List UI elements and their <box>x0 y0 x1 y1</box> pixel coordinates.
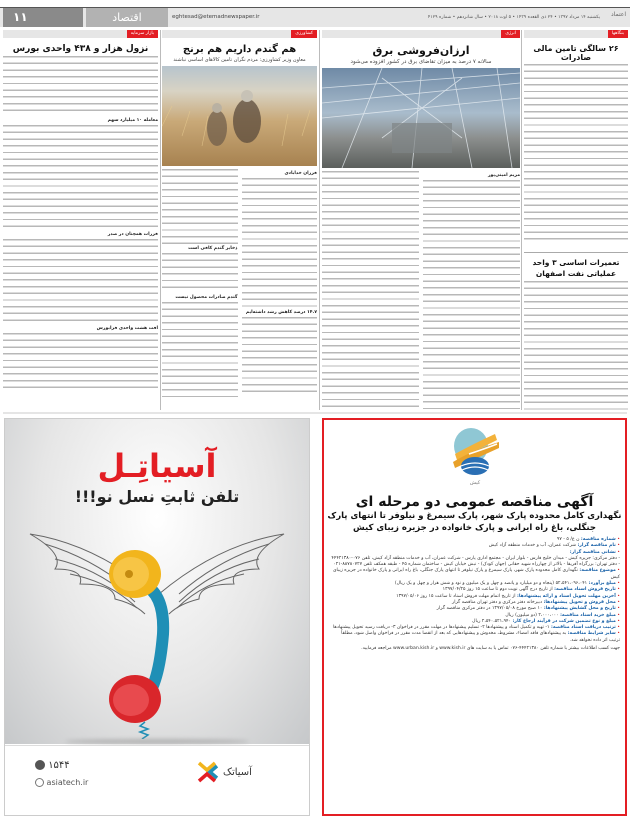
section-label: بازار سرمایه <box>127 30 158 38</box>
section-bar-energy <box>322 30 520 38</box>
power-lines-graphic <box>322 68 520 168</box>
headline-bourse: نزول هزار و ۴۳۸ واحدی بورس <box>12 44 149 54</box>
tender-item: • ترتیب دریافت اسناد مناقصه: ۱- تهیه و تکمیل اسناد و پیشنهادها ۲- تسلیم پیشنهادها در مهلت مقرر در فراخوان ۳- دریافت رسید تحویل پیشنهادها <box>333 625 620 631</box>
capital-market-column <box>3 42 158 410</box>
phone-icon <box>35 760 45 770</box>
headline-bank: ۲۶ سالگی تامین مالی صادرات <box>533 44 619 62</box>
newspaper-logo: اعتماد <box>610 11 626 18</box>
article-bourse-body <box>3 56 158 116</box>
article-isfahan-body <box>524 281 628 410</box>
agriculture-column <box>162 42 317 410</box>
energy-column <box>322 42 520 410</box>
article-bourse-body-2 <box>3 125 158 230</box>
article-power-body-left <box>322 171 419 410</box>
tender-item: • نام مناقصه گزار: شرکت عمران، آب و خدمات منطقه آزاد کیش <box>488 543 620 549</box>
headline-wheat: هم گندم داریم هم برنج <box>182 44 297 55</box>
subhead-wheat-1: ذخایر گندم کافی است <box>188 246 238 251</box>
column-divider <box>160 30 161 410</box>
tender-item: • شماره مناقصه: ن ع/ ۵ - ۹۷ <box>556 537 620 542</box>
section-email[interactable]: eghtesad@etemadnewspaper.ir <box>172 14 260 20</box>
subheadline-power: سالانه ۷ درصد به میزان تقاضای برق در کشور افزوده می‌شود <box>350 59 492 65</box>
kish-logo <box>324 424 625 492</box>
tender-subtitle: نگهداری کامل محدوده پارک شهر، پارک سیمرغ و نیلوفر تا انتهای پارک جنگلی، باغ راه ایرانی و پارک خانواده در جزیره زیبای کیش <box>327 511 622 533</box>
section-bar-agriculture <box>162 30 317 38</box>
tender-item: • سایر شرایط مناقصه: به پیشنهادهای فاقد امضاء، مشروط، مخدوش و پیشنهادهایی که بعد از انقضا مدت مقرر در فراخوان واصل شود، مطلقاً ترتیب اثر داده نخواهد شد. <box>341 631 620 643</box>
ad-website[interactable]: asiatech.ir <box>46 778 89 787</box>
asiatech-advertisement <box>4 418 310 816</box>
globe-icon <box>35 778 44 787</box>
asiatel-brand: آسیاتِـل <box>97 447 217 485</box>
column-divider <box>521 30 522 410</box>
section-bar-capital-market <box>3 30 158 38</box>
tender-item: • موضوع مناقصه: نگهداری کامل محدوده پارک شهر، پارک سیمرغ و پارک نیلوفر تا انتهای پارک جنگلی، باغ راه ایرانی و پارک خانواده در جزیره زیبای کیش <box>332 568 620 580</box>
page-header <box>0 7 630 27</box>
subhead-wheat-2: گندم صادرات محصول نیست <box>175 295 238 300</box>
article-wheat-body-left-2 <box>162 253 238 293</box>
ad-phone-number[interactable]: ۱۵۴۴ <box>48 760 70 771</box>
wheat-field-photo <box>162 66 317 166</box>
section-bar-business <box>524 30 628 38</box>
kish-wave-logo-icon <box>447 424 503 488</box>
page-number: ۱۱ <box>3 8 83 27</box>
subhead-bourse-1: معامله ۱۰ میلیارد سهم <box>107 118 158 123</box>
article-bourse-body-3 <box>3 239 158 324</box>
tender-item: • نشانی مناقصه گزار: <box>569 549 620 555</box>
power-station-photo <box>322 68 520 168</box>
tender-item: - دفتر تهران: بزرگراه آفریقا - بالاتر از چهارراه شهید حقانی (جهان کودک) - نبش خیابان کیش - ساختمان شماره ۴۵ - طبقه همکف تلفن ۸۸۷۸۰۷۲۷-۰۲۱ <box>333 562 620 568</box>
headline-power: ارزان‌فروشی برق <box>372 44 470 57</box>
section-label: بنگاهها <box>608 30 628 38</box>
article-wheat-body-left <box>162 169 238 244</box>
section-name: اقتصاد <box>86 8 168 27</box>
article-wheat-body-left-3 <box>162 302 238 402</box>
ad-separator <box>3 412 627 414</box>
subhead-bourse-2: فزرات همچنان در صدر <box>107 232 158 237</box>
tender-item: • تاریخ فروش اسناد مناقصه: از تاریخ درج آگهی نوبت دوم تا ساعت ۱۵ روز ۱۳۹۷/۰۴/۲۵ <box>442 587 620 593</box>
article-bourse-body-4 <box>3 333 158 393</box>
section-label: انرژی <box>501 30 520 38</box>
article-power-body-right <box>423 180 520 410</box>
section-label: کشاورزی <box>291 30 317 38</box>
subhead-wheat-3: ۱۴.۷ درصد کاهش رشد داشته‌ایم <box>245 310 317 315</box>
shadow <box>65 739 249 744</box>
business-column <box>524 42 628 410</box>
tender-item: • محل فروش و تحویل پیشنهادها: دبیرخانه دفتر مرکزی و دفتر تهران مناقصه گزار <box>452 599 620 605</box>
asiatech-logo <box>195 760 252 784</box>
subheadline-wheat: معاون وزیر کشاورزی: مردم نگران تامین کالاهای اساسی نباشند <box>173 57 306 63</box>
byline-wheat: فرزان خدابادی <box>284 171 317 176</box>
tender-advertisement <box>322 418 627 816</box>
article-wheat-body-right-2 <box>242 317 318 397</box>
subhead-bourse-3: افت هشت واحدی فرابورس <box>96 326 158 331</box>
tender-title: آگهی مناقصه عمومی دو مرحله ای <box>355 494 594 510</box>
date-line: یکشنبه ۱۴ مرداد ۱۳۹۷ • ۲۴ ذی القعده ۱۴۳۹ • ۵ اوت ۲۰۱۸ • سال شانزدهم • شماره ۴۱۲۹ <box>427 15 600 20</box>
farmers-graphic <box>162 66 317 166</box>
tender-item: • مبلغ برآورد: ۵۲،۵۴۱،۰۹۶،۰۴۱ (پنجاه و دو میلیارد و پانصد و چهل و یک میلیون و نود و شش هزار و چهل و یک ریال) <box>394 581 620 587</box>
tender-item: • مبلغ و نوع تضمین شرکت در فرآیند ارجاع کار: ۲،۵۴۰،۵۲۱،۹۴۰ ریال <box>472 618 620 624</box>
tender-item: - دفتر مرکزی: جزیره کیش - میدان خلیج فارس - بلوار ایران - مجتمع اداری پارس - شرکت عمران، آب و خدمات منطقه آزاد کیش، تلفن ۰۷۶-۴۴۴۲۱۳۸۰ <box>331 555 620 561</box>
tender-item: • مبلغ خرید اسناد مناقصه: ۲،۰۰۰،۰۰۰ (دو میلیون) ریال <box>505 612 620 618</box>
tender-details <box>324 534 625 655</box>
winged-phone-icon <box>25 524 289 739</box>
article-bank-body <box>524 64 628 244</box>
article-wheat-body-right <box>242 178 318 308</box>
tender-item: • تاریخ و محل گشایش پیشنهادها: ۱۰ صبح مورخ ۱۳۹۷/۰۵/۰۸ در دفتر مرکزی مناقصه گزار <box>436 606 620 612</box>
byline-power: مریم امینی‌پور <box>487 173 520 178</box>
headline-isfahan: تعمیرات اساسی ۳ واحد عملیاتی نفت اصفهان <box>532 258 620 278</box>
asiatel-tagline: تلفن ثابتِ نسل نو!!! <box>74 487 240 506</box>
asiatech-logo-text: آسیاتک <box>223 766 252 778</box>
tender-contact: جهت کسب اطلاعات بیشتر با شماره تلفن ۴۴۴۲۱۳۸۰-۰۷۶ تماس یا به سایت های www.kish.ir و www.urban.kish.ir مراجعه فرمایید. <box>361 646 620 652</box>
column-divider <box>319 30 320 410</box>
svg-text:کیش: کیش <box>469 480 480 486</box>
ad-footer <box>5 745 309 815</box>
tender-item: • آخرین مهلت تحویل اسناد و ارائه پیشنهادها: از تاریخ اتمام مهلت فروش اسناد تا ساعت ۱۵ روز ۱۳۹۷/۰۵/۰۶ <box>396 593 620 599</box>
asiatech-x-logo-icon <box>195 760 219 784</box>
